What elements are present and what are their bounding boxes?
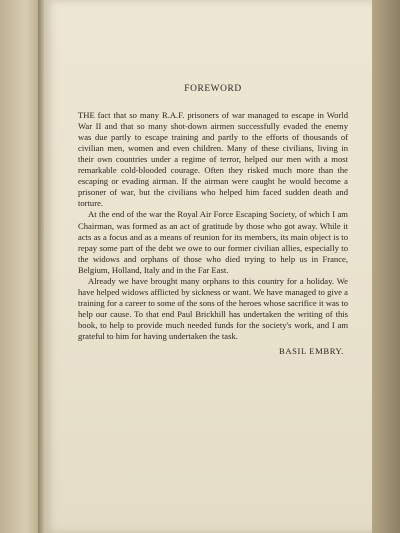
- book-cover-edge: [372, 0, 400, 533]
- foreword-paragraph-2: At the end of the war the Royal Air Force Escaping Society, of which I am Chairman, was formed as an act of gratitude by those who got away. While it acts as a focus and as a means of reunion for its members, its main object is to repay some part of the debt we owe to our former civilian allies, especially to the widows and orphans of those who died trying to help us in France, Belgium, Holland, Italy and in the Far East.: [78, 209, 348, 275]
- foreword-paragraph-3: Already we have brought many orphans to this country for a holiday. We have helped widows afflicted by sickness or want. We have managed to give a training for a career to some of the sons of the heroes whose sacrifice it was to help our cause. To that end Paul Brickhill has undertaken the writing of this book, to help to provide much needed funds for the society's work, and I am grateful to him for having undertaken the task.: [78, 275, 348, 341]
- foreword-heading: FOREWORD: [184, 84, 242, 94]
- foreword-paragraph-1: THE fact that so many R.A.F. prisoners of war managed to escape in World War II and that so many shot-down airmen successfully evaded the enemy was due partly to escape training and partly to the efforts of thousands of civilian men, women and even children. Many of these civilians, living in their own countries under a regime of terror, helped our men with a most remarkable cold-blooded courage. Often they risked much more than the escaping or evading airman. If the airman were caught he would become a prisoner of war, but the civilians who helped him faced sudden death and torture.: [78, 110, 348, 209]
- left-page-edge: [0, 0, 40, 533]
- book-page: [44, 0, 374, 533]
- foreword-signature: BASIL EMBRY.: [279, 346, 344, 357]
- foreword-text-block: [78, 84, 348, 357]
